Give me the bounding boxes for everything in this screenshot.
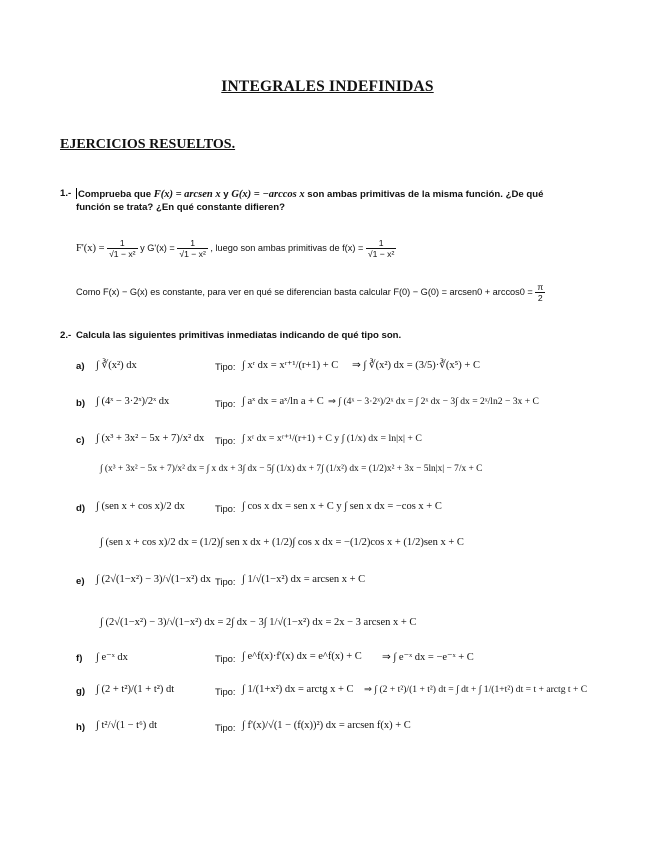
item-integral: ∫ (2 + t²)/(1 + t²) dt bbox=[96, 684, 175, 695]
item-result: ∫ (2√(1−x²) − 3)/√(1−x²) dx = 2∫ dx − 3∫ 1/√(1−x²) dx = 2x − 3 arcsen x + C bbox=[100, 617, 417, 628]
q1-line1: Comprueba que F(x) = arcsen x y G(x) = −arccos x son ambas primitivas de la misma función. ¿De qué bbox=[78, 189, 544, 200]
q2-text: Calcula las siguientes primitivas inmediatas indicando de qué tipo son. bbox=[76, 330, 402, 341]
item-tipo: ∫ 1/√(1−x²) dx = arcsen x + C bbox=[242, 574, 366, 585]
tipo-label: Tipo: bbox=[215, 686, 236, 697]
item-label: d) bbox=[76, 503, 86, 514]
item-integral: ∫ (sen x + cos x)/2 dx bbox=[96, 501, 185, 512]
item-tipo: ∫ f'(x)/√(1 − (f(x))²) dx = arcsen f(x) + C bbox=[242, 720, 411, 731]
item-label: g) bbox=[76, 686, 86, 697]
item-tipo: ∫ aˣ dx = aˣ/ln a + C bbox=[242, 396, 324, 407]
tipo-label: Tipo: bbox=[215, 653, 236, 664]
fraction: $\frac{1}{\text{√1 − x²}}$ bbox=[109, 238, 136, 259]
item-tipo: ∫ xʳ dx = xʳ⁺¹/(r+1) + C y ∫ (1/x) dx = ln|x| + C bbox=[242, 433, 422, 444]
tipo-label: Tipo: bbox=[215, 435, 236, 446]
page-title: INTEGRALES INDEFINIDAS bbox=[221, 78, 434, 95]
item-integral: ∫ ∛(x²) dx bbox=[96, 360, 137, 371]
q1-number: 1.- bbox=[60, 188, 72, 199]
section-heading: EJERCICIOS RESUELTOS. bbox=[60, 137, 236, 152]
fraction: $\frac{1}{\text{√1 − x²}}$ bbox=[367, 238, 395, 259]
fraction: $\frac{\pi}{2}$ bbox=[537, 282, 544, 303]
item-label: c) bbox=[76, 435, 85, 446]
item-result: ⇒ ∫ (2 + t²)/(1 + t²) dt = ∫ dt + ∫ 1/(1+t²) dt = t + arctg t + C bbox=[364, 684, 588, 695]
item-integral: ∫ (4ˣ − 3·2ˣ)/2ˣ dx bbox=[96, 396, 170, 407]
tipo-label: Tipo: bbox=[215, 398, 236, 409]
q1-answer-derivatives: F'(x) = $\frac{1}{\text{√1 − x²}}$ y G'(x) = $\frac{1}{\text{√1 − x²}}$ , luego son ambas primitivas de f(x) = $\frac{1}{\text{√1 − x²}}$ bbox=[76, 238, 395, 259]
item-label: e) bbox=[76, 576, 85, 587]
q1-line2: función se trata? ¿En qué constante difieren? bbox=[76, 202, 285, 213]
item-tipo: ∫ xʳ dx = xʳ⁺¹/(r+1) + C bbox=[242, 360, 339, 371]
item-integral: ∫ e⁻ˣ dx bbox=[96, 652, 128, 663]
q2-number: 2.- bbox=[60, 330, 72, 341]
item-label: a) bbox=[76, 361, 85, 372]
text-cursor bbox=[76, 188, 77, 199]
item-result: ⇒ ∫ (4ˣ − 3·2ˣ)/2ˣ dx = ∫ 2ˣ dx − 3∫ dx = 2ˣ/ln2 − 3x + C bbox=[328, 396, 539, 407]
item-tipo: ∫ 1/(1+x²) dx = arctg x + C bbox=[242, 684, 354, 695]
item-label: f) bbox=[76, 653, 83, 664]
item-tipo: ∫ e^f(x)·f'(x) dx = e^f(x) + C bbox=[242, 651, 362, 662]
item-integral: ∫ (2√(1−x²) − 3)/√(1−x²) dx bbox=[96, 574, 211, 585]
item-result: ∫ (x³ + 3x² − 5x + 7)/x² dx = ∫ x dx + 3∫ dx − 5∫ (1/x) dx + 7∫ (1/x²) dx = (1/2)x² + 3x − 5ln|x| − 7/x + C bbox=[100, 464, 483, 474]
item-integral: ∫ t²/√(1 − t⁶) dt bbox=[96, 720, 158, 731]
item-label: h) bbox=[76, 722, 86, 733]
item-integral: ∫ (x³ + 3x² − 5x + 7)/x² dx bbox=[96, 433, 205, 444]
tipo-label: Tipo: bbox=[215, 503, 236, 514]
item-result: ⇒ ∫ e⁻ˣ dx = −e⁻ˣ + C bbox=[382, 652, 474, 663]
q1-answer-constant: Como F(x) − G(x) es constante, para ver en qué se diferencian basta calcular F(0) − G(0) = arcsen0 + arccos0 = $\frac{\pi}{2}$ bbox=[76, 282, 544, 303]
item-tipo: ∫ cos x dx = sen x + C y ∫ sen x dx = −cos x + C bbox=[242, 501, 442, 512]
item-result: ∫ (sen x + cos x)/2 dx = (1/2)∫ sen x dx + (1/2)∫ cos x dx = −(1/2)cos x + (1/2)sen x + C bbox=[100, 537, 464, 548]
item-result: ⇒ ∫ ∛(x²) dx = (3/5)·∛(x⁵) + C bbox=[352, 360, 480, 371]
tipo-label: Tipo: bbox=[215, 576, 236, 587]
fraction: $\frac{1}{\text{√1 − x²}}$ bbox=[179, 238, 206, 259]
tipo-label: Tipo: bbox=[215, 361, 236, 372]
tipo-label: Tipo: bbox=[215, 722, 236, 733]
item-label: b) bbox=[76, 398, 86, 409]
